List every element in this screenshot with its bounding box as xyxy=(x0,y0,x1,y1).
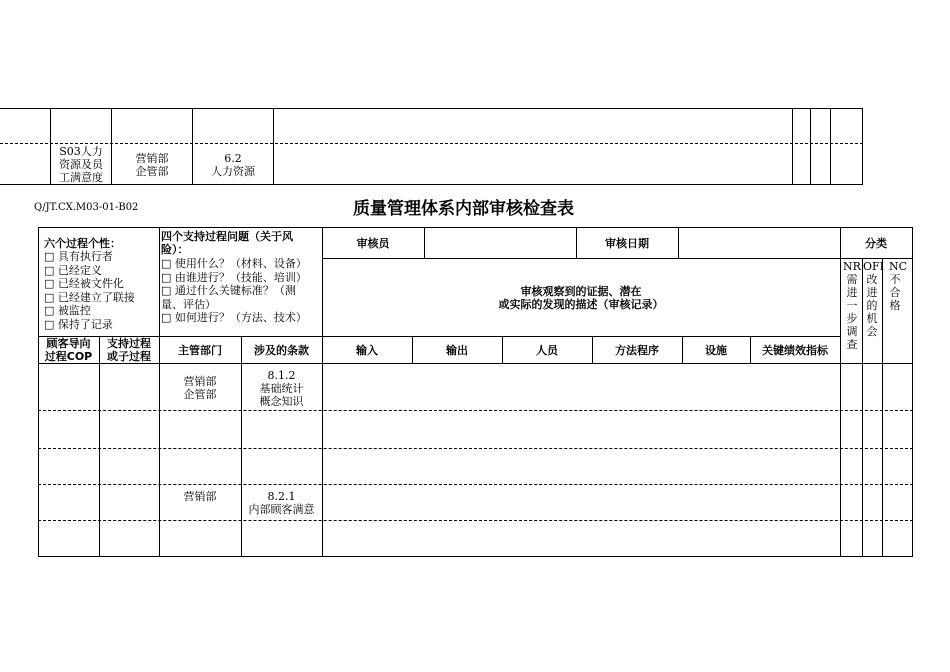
evidence-label: 审核观察到的证据、潜在 或实际的发现的描述（审核记录） xyxy=(498,285,664,311)
col-header-kpi: 关键绩效指标 xyxy=(762,344,828,357)
list-item: □ 通过什么关键标准？（测 xyxy=(161,284,296,297)
list-item: □ 由谁进行？（技能、培训） xyxy=(161,270,307,284)
nr-label: NR xyxy=(843,260,861,273)
list-item: □ 被监控 xyxy=(44,304,91,317)
classification-label: 分类 xyxy=(865,237,887,250)
page-title: 质量管理体系内部审核检查表 xyxy=(353,199,574,219)
list-item: □ 已经定义 xyxy=(44,263,102,277)
ofi-label: OFI xyxy=(863,260,884,273)
col-header-cop: 顾客导向 过程COP xyxy=(44,337,93,363)
process-cell: S03人力 资源及员 工满意度 xyxy=(59,145,103,184)
document-code: Q/JT.CX.M03-01-B02 xyxy=(34,202,139,213)
nr-desc: 需进一步调查 xyxy=(846,273,858,351)
auditor-field[interactable] xyxy=(425,228,576,258)
six-characteristics-list xyxy=(44,250,135,331)
dept-cell: 营销部 企管部 xyxy=(135,152,169,178)
col-header-method: 方法程序 xyxy=(615,344,659,357)
list-item: □ 如何进行？（方法、技术） xyxy=(161,311,307,324)
list-item: 量、评估） xyxy=(161,297,216,311)
col-header-facility: 设施 xyxy=(705,344,727,357)
list-item: □ 保持了记录 xyxy=(44,317,113,331)
list-item: □ 具有执行者 xyxy=(44,250,113,263)
audit-date-label: 审核日期 xyxy=(605,237,649,250)
audit-date-field[interactable] xyxy=(679,228,840,258)
nc-label: NC xyxy=(889,260,908,273)
list-item: □ 已经建立了联接 xyxy=(44,290,135,304)
auditor-label: 审核员 xyxy=(356,237,390,250)
col-header-input: 输入 xyxy=(356,344,378,357)
table-row-dept: 营销部 xyxy=(183,490,217,503)
col-header-dept: 主管部门 xyxy=(178,344,222,357)
six-characteristics-title: 六个过程个性： xyxy=(44,237,121,250)
clause-cell: 6.2 人力资源 xyxy=(211,152,255,178)
four-questions-title: 四个支持过程问题（关于风 险）： xyxy=(161,230,293,256)
table-row-clause: 8.1.2 基础统计 概念知识 xyxy=(259,369,304,408)
col-header-clause: 涉及的条款 xyxy=(254,344,309,357)
ofi-desc: 改进的机会 xyxy=(866,273,878,338)
table-row-clause: 8.2.1 内部顾客满意 xyxy=(248,490,315,516)
list-item: □ 使用什么？（材料、设备） xyxy=(161,257,307,270)
list-item: □ 已经被文件化 xyxy=(44,277,124,290)
nc-desc: 不合格 xyxy=(889,273,901,312)
col-header-people: 人员 xyxy=(536,344,558,357)
table-row-dept: 营销部 企管部 xyxy=(183,375,217,401)
col-header-support: 支持过程 或子过程 xyxy=(107,337,151,363)
col-header-output: 输出 xyxy=(446,344,468,357)
four-questions-list xyxy=(161,257,307,325)
